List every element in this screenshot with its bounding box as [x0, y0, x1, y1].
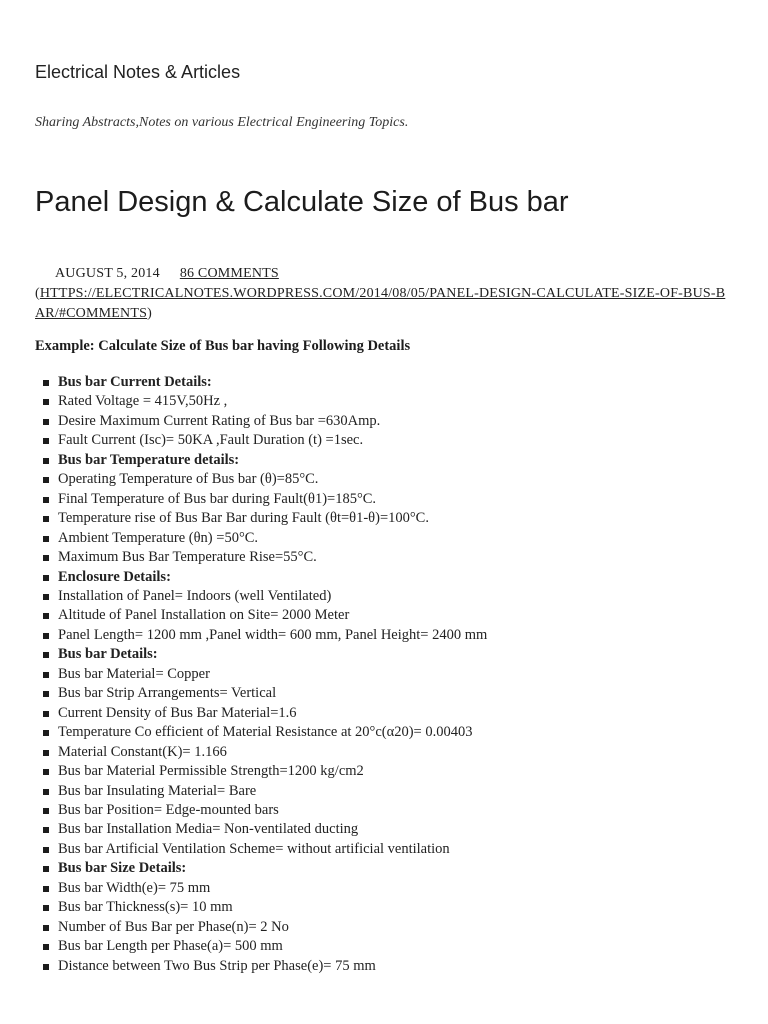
list-item-text: Rated Voltage = 415V,50Hz ,	[58, 393, 228, 410]
list-item-text: Ambient Temperature (θn) =50°C.	[58, 529, 259, 546]
list-item	[35, 723, 487, 742]
list-item-text: Temperature rise of Bus Bar Bar during Fault (θt=θ1-θ)=100°C.	[58, 510, 429, 527]
list-item-text: Bus bar Position= Edge-mounted bars	[58, 801, 279, 818]
square-bullet-icon	[43, 691, 49, 697]
square-bullet-icon	[43, 886, 49, 892]
list-item-text: Maximum Bus Bar Temperature Rise=55°C.	[58, 549, 317, 566]
post-date: AUGUST 5, 2014	[55, 266, 160, 281]
comments-url-link[interactable]: HTTPS://ELECTRICALNOTES.WORDPRESS.COM/2014/08/05/PANEL-DESIGN-CALCULATE-SIZE-OF-BUS-BAR/#COMMENTS	[35, 286, 726, 321]
comments-link[interactable]: 86 COMMENTS	[179, 266, 279, 281]
list-item-text: Current Density of Bus Bar Material=1.6	[58, 704, 297, 721]
post-meta	[35, 264, 735, 324]
list-item	[35, 957, 487, 976]
list-section-heading	[35, 645, 487, 664]
square-bullet-icon	[43, 672, 49, 678]
square-bullet-icon	[43, 458, 49, 464]
list-item	[35, 898, 487, 917]
square-bullet-icon	[43, 944, 49, 950]
square-bullet-icon	[43, 575, 49, 581]
list-item-text: Desire Maximum Current Rating of Bus bar =630Amp.	[58, 412, 381, 429]
list-item	[35, 412, 487, 431]
square-bullet-icon	[43, 652, 49, 658]
list-item-text: Bus bar Width(e)= 75 mm	[58, 879, 211, 896]
site-title[interactable]: Electrical Notes & Articles	[35, 62, 241, 82]
list-item	[35, 704, 487, 723]
list-item	[35, 937, 487, 956]
list-item-text: Panel Length= 1200 mm ,Panel width= 600 mm, Panel Height= 2400 mm	[58, 626, 488, 643]
square-bullet-icon	[43, 964, 49, 970]
square-bullet-icon	[43, 497, 49, 503]
list-item	[35, 665, 487, 684]
list-item-text: Enclosure Details:	[58, 568, 171, 585]
list-item	[35, 801, 487, 820]
list-item	[35, 509, 487, 528]
list-item	[35, 431, 487, 450]
list-item-text: Operating Temperature of Bus bar (θ)=85°C.	[58, 471, 319, 488]
list-item	[35, 782, 487, 801]
list-item-text: Bus bar Artificial Ventilation Scheme= without artificial ventilation	[58, 840, 450, 857]
square-bullet-icon	[43, 750, 49, 756]
list-section-heading	[35, 859, 487, 878]
list-item-text: Bus bar Thickness(s)= 10 mm	[58, 899, 233, 916]
comments-url-open: (	[35, 286, 40, 301]
square-bullet-icon	[43, 730, 49, 736]
list-item-text: Installation of Panel= Indoors (well Ventilated)	[58, 587, 332, 604]
square-bullet-icon	[43, 399, 49, 405]
list-item-text: Bus bar Temperature details:	[58, 451, 240, 468]
list-item-text: Bus bar Length per Phase(a)= 500 mm	[58, 938, 283, 955]
list-item	[35, 840, 487, 859]
list-item	[35, 529, 487, 548]
square-bullet-icon	[43, 789, 49, 795]
list-item-text: Bus bar Material Permissible Strength=1200 kg/cm2	[58, 763, 364, 780]
square-bullet-icon	[43, 438, 49, 444]
square-bullet-icon	[43, 613, 49, 619]
list-item	[35, 548, 487, 567]
site-tagline: Sharing Abstracts,Notes on various Electrical Engineering Topics.	[35, 115, 409, 130]
square-bullet-icon	[43, 769, 49, 775]
list-item	[35, 684, 487, 703]
square-bullet-icon	[43, 847, 49, 853]
list-item	[35, 820, 487, 839]
list-item	[35, 879, 487, 898]
list-item-text: Bus bar Installation Media= Non-ventilated ducting	[58, 821, 359, 838]
square-bullet-icon	[43, 633, 49, 639]
square-bullet-icon	[43, 905, 49, 911]
list-item	[35, 470, 487, 489]
example-intro: Example: Calculate Size of Bus bar having Following Details	[35, 338, 411, 354]
square-bullet-icon	[43, 827, 49, 833]
list-item-text: Bus bar Size Details:	[58, 860, 187, 877]
list-item-text: Bus bar Details:	[58, 646, 158, 663]
list-item-text: Bus bar Material= Copper	[58, 665, 210, 682]
list-item	[35, 587, 487, 606]
square-bullet-icon	[43, 380, 49, 386]
list-item	[35, 743, 487, 762]
list-item-text: Final Temperature of Bus bar during Fault(θ1)=185°C.	[58, 490, 377, 507]
square-bullet-icon	[43, 925, 49, 931]
list-item-text: Bus bar Strip Arrangements= Vertical	[58, 685, 277, 702]
list-item-text: Material Constant(K)= 1.166	[58, 743, 227, 760]
list-item	[35, 606, 487, 625]
list-item-text: Distance between Two Bus Strip per Phase(e)= 75 mm	[58, 957, 376, 974]
list-item	[35, 626, 487, 645]
list-section-heading	[35, 373, 487, 392]
list-item	[35, 918, 487, 937]
square-bullet-icon	[43, 808, 49, 814]
list-item-text: Temperature Co efficient of Material Resistance at 20°c(α20)= 0.00403	[58, 724, 473, 741]
square-bullet-icon	[43, 866, 49, 872]
post-title: Panel Design & Calculate Size of Bus bar	[35, 186, 569, 218]
square-bullet-icon	[43, 594, 49, 600]
square-bullet-icon	[43, 711, 49, 717]
square-bullet-icon	[43, 555, 49, 561]
square-bullet-icon	[43, 536, 49, 542]
list-item	[35, 392, 487, 411]
list-item	[35, 762, 487, 781]
details-list	[35, 373, 487, 976]
list-item-text: Bus bar Insulating Material= Bare	[58, 782, 257, 799]
list-item-text: Fault Current (Isc)= 50KA ,Fault Duration (t) =1sec.	[58, 432, 364, 449]
list-item-text: Altitude of Panel Installation on Site= 2000 Meter	[58, 607, 350, 624]
list-section-heading	[35, 451, 487, 470]
list-item-text: Number of Bus Bar per Phase(n)= 2 No	[58, 918, 289, 935]
list-item-text: Bus bar Current Details:	[58, 374, 212, 390]
comments-url-close: )	[147, 306, 152, 321]
list-section-heading	[35, 568, 487, 587]
square-bullet-icon	[43, 419, 49, 425]
list-item	[35, 490, 487, 509]
square-bullet-icon	[43, 477, 49, 483]
square-bullet-icon	[43, 516, 49, 522]
